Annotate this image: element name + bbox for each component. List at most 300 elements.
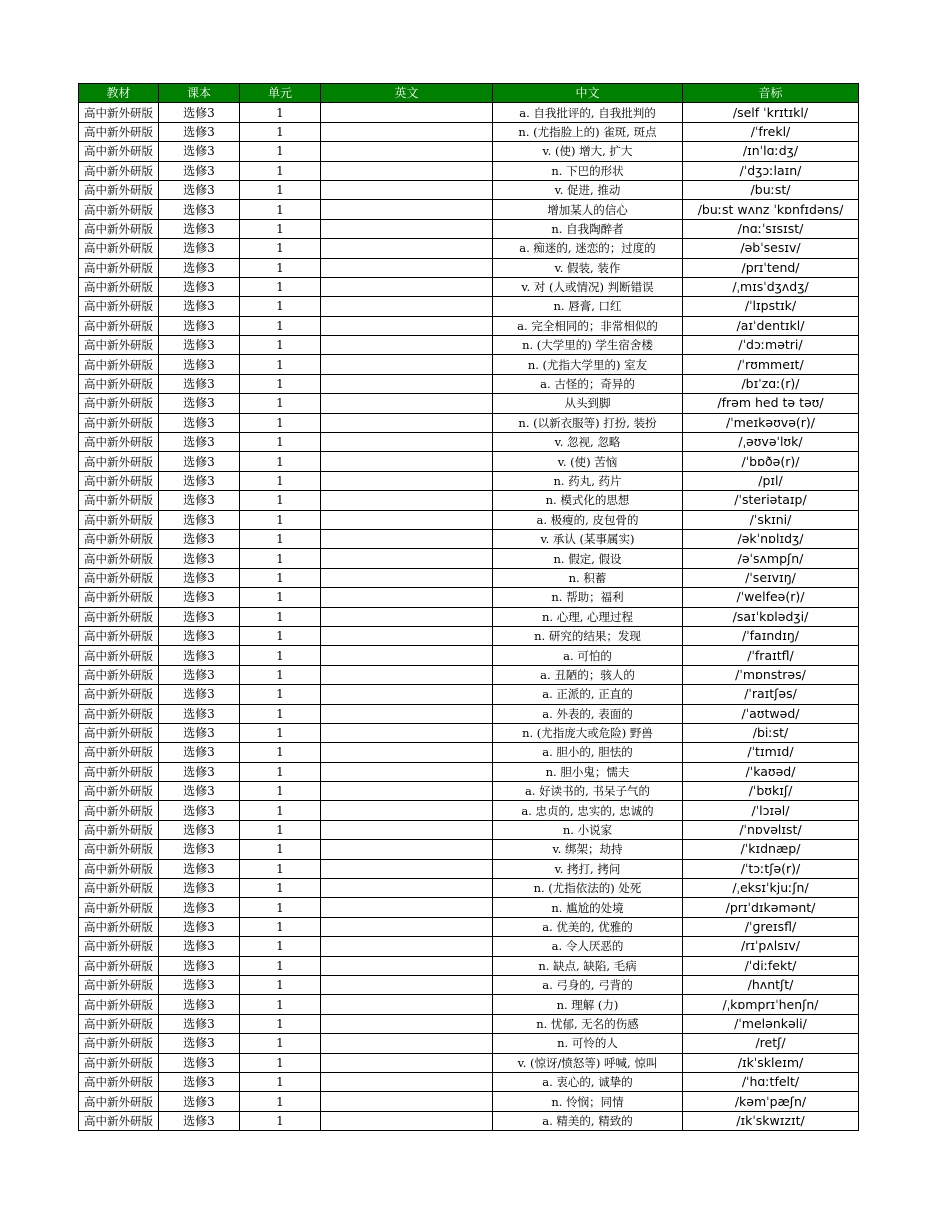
book-cell[interactable]: 选修3 — [159, 549, 240, 568]
textbook-cell[interactable]: 高中新外研版 — [79, 917, 159, 936]
phonetic-cell[interactable]: /ˈdiːfekt/ — [683, 956, 859, 975]
english-cell[interactable] — [321, 879, 493, 898]
phonetic-cell[interactable]: /ˈraɪtʃəs/ — [683, 685, 859, 704]
phonetic-cell[interactable]: /ˈlɪpstɪk/ — [683, 297, 859, 316]
chinese-cell[interactable]: a. 古怪的；奇异的 — [493, 374, 683, 393]
english-cell[interactable] — [321, 1053, 493, 1072]
unit-cell[interactable]: 1 — [240, 762, 321, 781]
unit-cell[interactable]: 1 — [240, 413, 321, 432]
unit-cell[interactable]: 1 — [240, 743, 321, 762]
phonetic-cell[interactable]: /ˌmɪsˈdʒʌdʒ/ — [683, 277, 859, 296]
chinese-cell[interactable]: a. 痴迷的, 迷恋的；过度的 — [493, 239, 683, 258]
unit-cell[interactable]: 1 — [240, 995, 321, 1014]
phonetic-cell[interactable]: /əkˈnɒlɪdʒ/ — [683, 529, 859, 548]
chinese-cell[interactable]: n. 胆小鬼；懦夫 — [493, 762, 683, 781]
chinese-cell[interactable]: n. 药丸, 药片 — [493, 471, 683, 490]
unit-cell[interactable]: 1 — [240, 374, 321, 393]
textbook-cell[interactable]: 高中新外研版 — [79, 956, 159, 975]
chinese-cell[interactable]: n. (大学里的) 学生宿舍楼 — [493, 336, 683, 355]
phonetic-cell[interactable]: /hʌntʃt/ — [683, 975, 859, 994]
unit-cell[interactable]: 1 — [240, 1034, 321, 1053]
textbook-cell[interactable]: 高中新外研版 — [79, 336, 159, 355]
book-cell[interactable]: 选修3 — [159, 937, 240, 956]
english-cell[interactable] — [321, 568, 493, 587]
chinese-cell[interactable]: a. 精美的, 精致的 — [493, 1111, 683, 1130]
english-cell[interactable] — [321, 1014, 493, 1033]
textbook-cell[interactable]: 高中新外研版 — [79, 898, 159, 917]
book-cell[interactable]: 选修3 — [159, 374, 240, 393]
phonetic-cell[interactable]: /buːst wʌnz ˈkɒnfɪdəns/ — [683, 200, 859, 219]
phonetic-cell[interactable]: /buːst/ — [683, 180, 859, 199]
english-cell[interactable] — [321, 297, 493, 316]
chinese-cell[interactable]: 增加某人的信心 — [493, 200, 683, 219]
phonetic-cell[interactable]: /prɪˈtend/ — [683, 258, 859, 277]
chinese-cell[interactable]: n. (尤指依法的) 处死 — [493, 879, 683, 898]
book-cell[interactable]: 选修3 — [159, 568, 240, 587]
unit-cell[interactable]: 1 — [240, 103, 321, 122]
english-cell[interactable] — [321, 142, 493, 161]
book-cell[interactable]: 选修3 — [159, 336, 240, 355]
unit-cell[interactable]: 1 — [240, 588, 321, 607]
english-cell[interactable] — [321, 510, 493, 529]
column-header-chinese[interactable]: 中文 — [493, 84, 683, 103]
book-cell[interactable]: 选修3 — [159, 413, 240, 432]
book-cell[interactable]: 选修3 — [159, 1034, 240, 1053]
english-cell[interactable] — [321, 413, 493, 432]
phonetic-cell[interactable]: /ˈfraɪtfl/ — [683, 646, 859, 665]
phonetic-cell[interactable]: /ˈbʊkɪʃ/ — [683, 782, 859, 801]
phonetic-cell[interactable]: /saɪˈkɒlədʒi/ — [683, 607, 859, 626]
book-cell[interactable]: 选修3 — [159, 646, 240, 665]
unit-cell[interactable]: 1 — [240, 801, 321, 820]
unit-cell[interactable]: 1 — [240, 1092, 321, 1111]
textbook-cell[interactable]: 高中新外研版 — [79, 859, 159, 878]
book-cell[interactable]: 选修3 — [159, 607, 240, 626]
unit-cell[interactable]: 1 — [240, 336, 321, 355]
phonetic-cell[interactable]: /ˈwelfeə(r)/ — [683, 588, 859, 607]
phonetic-cell[interactable]: /ˈsteriətaɪp/ — [683, 491, 859, 510]
textbook-cell[interactable]: 高中新外研版 — [79, 413, 159, 432]
unit-cell[interactable]: 1 — [240, 1111, 321, 1130]
english-cell[interactable] — [321, 898, 493, 917]
unit-cell[interactable]: 1 — [240, 840, 321, 859]
book-cell[interactable]: 选修3 — [159, 626, 240, 645]
textbook-cell[interactable]: 高中新外研版 — [79, 1092, 159, 1111]
book-cell[interactable]: 选修3 — [159, 801, 240, 820]
chinese-cell[interactable]: n. 小说家 — [493, 820, 683, 839]
textbook-cell[interactable]: 高中新外研版 — [79, 782, 159, 801]
unit-cell[interactable]: 1 — [240, 258, 321, 277]
english-cell[interactable] — [321, 491, 493, 510]
book-cell[interactable]: 选修3 — [159, 1092, 240, 1111]
chinese-cell[interactable]: v. 拷打, 拷问 — [493, 859, 683, 878]
chinese-cell[interactable]: a. 优美的, 优雅的 — [493, 917, 683, 936]
book-cell[interactable]: 选修3 — [159, 762, 240, 781]
phonetic-cell[interactable]: /ˈbɒðə(r)/ — [683, 452, 859, 471]
english-cell[interactable] — [321, 1111, 493, 1130]
phonetic-cell[interactable]: /əbˈsesɪv/ — [683, 239, 859, 258]
textbook-cell[interactable]: 高中新外研版 — [79, 277, 159, 296]
unit-cell[interactable]: 1 — [240, 355, 321, 374]
book-cell[interactable]: 选修3 — [159, 956, 240, 975]
column-header-english[interactable]: 英文 — [321, 84, 493, 103]
chinese-cell[interactable]: v. (惊讶/愤怒等) 呼喊, 惊叫 — [493, 1053, 683, 1072]
textbook-cell[interactable]: 高中新外研版 — [79, 529, 159, 548]
phonetic-cell[interactable]: /pɪl/ — [683, 471, 859, 490]
book-cell[interactable]: 选修3 — [159, 588, 240, 607]
textbook-cell[interactable]: 高中新外研版 — [79, 471, 159, 490]
textbook-cell[interactable]: 高中新外研版 — [79, 142, 159, 161]
english-cell[interactable] — [321, 626, 493, 645]
textbook-cell[interactable]: 高中新外研版 — [79, 879, 159, 898]
chinese-cell[interactable]: a. 自我批评的, 自我批判的 — [493, 103, 683, 122]
english-cell[interactable] — [321, 820, 493, 839]
chinese-cell[interactable]: v. 绑架；劫持 — [493, 840, 683, 859]
textbook-cell[interactable]: 高中新外研版 — [79, 762, 159, 781]
chinese-cell[interactable]: n. 积蓄 — [493, 568, 683, 587]
unit-cell[interactable]: 1 — [240, 142, 321, 161]
book-cell[interactable]: 选修3 — [159, 898, 240, 917]
english-cell[interactable] — [321, 762, 493, 781]
book-cell[interactable]: 选修3 — [159, 180, 240, 199]
textbook-cell[interactable]: 高中新外研版 — [79, 646, 159, 665]
unit-cell[interactable]: 1 — [240, 723, 321, 742]
english-cell[interactable] — [321, 607, 493, 626]
unit-cell[interactable]: 1 — [240, 200, 321, 219]
phonetic-cell[interactable]: /əˈsʌmpʃn/ — [683, 549, 859, 568]
english-cell[interactable] — [321, 782, 493, 801]
english-cell[interactable] — [321, 995, 493, 1014]
book-cell[interactable]: 选修3 — [159, 995, 240, 1014]
unit-cell[interactable]: 1 — [240, 937, 321, 956]
unit-cell[interactable]: 1 — [240, 956, 321, 975]
textbook-cell[interactable]: 高中新外研版 — [79, 607, 159, 626]
english-cell[interactable] — [321, 219, 493, 238]
english-cell[interactable] — [321, 704, 493, 723]
textbook-cell[interactable]: 高中新外研版 — [79, 1034, 159, 1053]
textbook-cell[interactable]: 高中新外研版 — [79, 937, 159, 956]
textbook-cell[interactable]: 高中新外研版 — [79, 665, 159, 684]
chinese-cell[interactable]: n. 自我陶醉者 — [493, 219, 683, 238]
unit-cell[interactable]: 1 — [240, 1053, 321, 1072]
textbook-cell[interactable]: 高中新外研版 — [79, 316, 159, 335]
unit-cell[interactable]: 1 — [240, 471, 321, 490]
phonetic-cell[interactable]: /biːst/ — [683, 723, 859, 742]
english-cell[interactable] — [321, 355, 493, 374]
column-header-book[interactable]: 课本 — [159, 84, 240, 103]
textbook-cell[interactable]: 高中新外研版 — [79, 452, 159, 471]
textbook-cell[interactable]: 高中新外研版 — [79, 995, 159, 1014]
english-cell[interactable] — [321, 685, 493, 704]
english-cell[interactable] — [321, 277, 493, 296]
chinese-cell[interactable]: a. 外表的, 表面的 — [493, 704, 683, 723]
textbook-cell[interactable]: 高中新外研版 — [79, 510, 159, 529]
textbook-cell[interactable]: 高中新外研版 — [79, 1014, 159, 1033]
book-cell[interactable]: 选修3 — [159, 685, 240, 704]
phonetic-cell[interactable]: /prɪˈdɪkəmənt/ — [683, 898, 859, 917]
unit-cell[interactable]: 1 — [240, 549, 321, 568]
english-cell[interactable] — [321, 316, 493, 335]
english-cell[interactable] — [321, 859, 493, 878]
chinese-cell[interactable]: n. 帮助；福利 — [493, 588, 683, 607]
book-cell[interactable]: 选修3 — [159, 820, 240, 839]
chinese-cell[interactable]: n. 唇膏, 口红 — [493, 297, 683, 316]
phonetic-cell[interactable]: /ˈdʒɔːlaɪn/ — [683, 161, 859, 180]
phonetic-cell[interactable]: /ˈaʊtwəd/ — [683, 704, 859, 723]
chinese-cell[interactable]: n. 研究的结果；发现 — [493, 626, 683, 645]
textbook-cell[interactable]: 高中新外研版 — [79, 103, 159, 122]
chinese-cell[interactable]: v. 促进, 推动 — [493, 180, 683, 199]
unit-cell[interactable]: 1 — [240, 277, 321, 296]
chinese-cell[interactable]: n. 怜悯；同情 — [493, 1092, 683, 1111]
textbook-cell[interactable]: 高中新外研版 — [79, 200, 159, 219]
chinese-cell[interactable]: a. 忠贞的, 忠实的, 忠诚的 — [493, 801, 683, 820]
english-cell[interactable] — [321, 1072, 493, 1091]
english-cell[interactable] — [321, 529, 493, 548]
textbook-cell[interactable]: 高中新外研版 — [79, 1111, 159, 1130]
chinese-cell[interactable]: v. (使) 苦恼 — [493, 452, 683, 471]
unit-cell[interactable]: 1 — [240, 646, 321, 665]
book-cell[interactable]: 选修3 — [159, 704, 240, 723]
english-cell[interactable] — [321, 665, 493, 684]
phonetic-cell[interactable]: /ˈhɑːtfelt/ — [683, 1072, 859, 1091]
phonetic-cell[interactable]: /ˈtɔːtʃə(r)/ — [683, 859, 859, 878]
phonetic-cell[interactable]: /ɪnˈlɑːdʒ/ — [683, 142, 859, 161]
chinese-cell[interactable]: a. 完全相同的；非常相似的 — [493, 316, 683, 335]
book-cell[interactable]: 选修3 — [159, 917, 240, 936]
textbook-cell[interactable]: 高中新外研版 — [79, 433, 159, 452]
chinese-cell[interactable]: v. 承认 (某事属实) — [493, 529, 683, 548]
chinese-cell[interactable]: n. 理解 (力) — [493, 995, 683, 1014]
english-cell[interactable] — [321, 200, 493, 219]
phonetic-cell[interactable]: /ˈfaɪndɪŋ/ — [683, 626, 859, 645]
chinese-cell[interactable]: n. 可怜的人 — [493, 1034, 683, 1053]
unit-cell[interactable]: 1 — [240, 1014, 321, 1033]
book-cell[interactable]: 选修3 — [159, 471, 240, 490]
book-cell[interactable]: 选修3 — [159, 840, 240, 859]
book-cell[interactable]: 选修3 — [159, 723, 240, 742]
textbook-cell[interactable]: 高中新外研版 — [79, 549, 159, 568]
english-cell[interactable] — [321, 103, 493, 122]
chinese-cell[interactable]: a. 胆小的, 胆怯的 — [493, 743, 683, 762]
book-cell[interactable]: 选修3 — [159, 161, 240, 180]
phonetic-cell[interactable]: /ˈmelənkəli/ — [683, 1014, 859, 1033]
english-cell[interactable] — [321, 433, 493, 452]
chinese-cell[interactable]: n. 心理, 心理过程 — [493, 607, 683, 626]
english-cell[interactable] — [321, 743, 493, 762]
chinese-cell[interactable]: n. 尴尬的处境 — [493, 898, 683, 917]
book-cell[interactable]: 选修3 — [159, 1014, 240, 1033]
unit-cell[interactable]: 1 — [240, 297, 321, 316]
english-cell[interactable] — [321, 239, 493, 258]
chinese-cell[interactable]: a. 可怕的 — [493, 646, 683, 665]
textbook-cell[interactable]: 高中新外研版 — [79, 394, 159, 413]
book-cell[interactable]: 选修3 — [159, 200, 240, 219]
unit-cell[interactable]: 1 — [240, 607, 321, 626]
textbook-cell[interactable]: 高中新外研版 — [79, 219, 159, 238]
book-cell[interactable]: 选修3 — [159, 355, 240, 374]
unit-cell[interactable]: 1 — [240, 879, 321, 898]
textbook-cell[interactable]: 高中新外研版 — [79, 568, 159, 587]
phonetic-cell[interactable]: /ˌkɒmprɪˈhenʃn/ — [683, 995, 859, 1014]
book-cell[interactable]: 选修3 — [159, 258, 240, 277]
chinese-cell[interactable]: v. 对 (人或情况) 判断错误 — [493, 277, 683, 296]
phonetic-cell[interactable]: /self ˈkrɪtɪkl/ — [683, 103, 859, 122]
phonetic-cell[interactable]: /frəm hed tə təʊ/ — [683, 394, 859, 413]
column-header-phonetic[interactable]: 音标 — [683, 84, 859, 103]
english-cell[interactable] — [321, 1034, 493, 1053]
phonetic-cell[interactable]: /ˌeksɪˈkjuːʃn/ — [683, 879, 859, 898]
textbook-cell[interactable]: 高中新外研版 — [79, 297, 159, 316]
unit-cell[interactable]: 1 — [240, 665, 321, 684]
chinese-cell[interactable]: n. 缺点, 缺陷, 毛病 — [493, 956, 683, 975]
book-cell[interactable]: 选修3 — [159, 743, 240, 762]
english-cell[interactable] — [321, 956, 493, 975]
book-cell[interactable]: 选修3 — [159, 277, 240, 296]
chinese-cell[interactable]: n. (尤指庞大或危险) 野兽 — [493, 723, 683, 742]
unit-cell[interactable]: 1 — [240, 704, 321, 723]
english-cell[interactable] — [321, 549, 493, 568]
chinese-cell[interactable]: v. 忽视, 忽略 — [493, 433, 683, 452]
chinese-cell[interactable]: n. 忧郁, 无名的伤感 — [493, 1014, 683, 1033]
english-cell[interactable] — [321, 723, 493, 742]
english-cell[interactable] — [321, 258, 493, 277]
phonetic-cell[interactable]: /ˈmɒnstrəs/ — [683, 665, 859, 684]
book-cell[interactable]: 选修3 — [159, 1111, 240, 1130]
textbook-cell[interactable]: 高中新外研版 — [79, 685, 159, 704]
book-cell[interactable]: 选修3 — [159, 665, 240, 684]
unit-cell[interactable]: 1 — [240, 568, 321, 587]
book-cell[interactable]: 选修3 — [159, 1053, 240, 1072]
english-cell[interactable] — [321, 122, 493, 141]
chinese-cell[interactable]: n. 模式化的思想 — [493, 491, 683, 510]
textbook-cell[interactable]: 高中新外研版 — [79, 122, 159, 141]
book-cell[interactable]: 选修3 — [159, 433, 240, 452]
chinese-cell[interactable]: 从头到脚 — [493, 394, 683, 413]
book-cell[interactable]: 选修3 — [159, 122, 240, 141]
unit-cell[interactable]: 1 — [240, 529, 321, 548]
english-cell[interactable] — [321, 180, 493, 199]
textbook-cell[interactable]: 高中新外研版 — [79, 258, 159, 277]
book-cell[interactable]: 选修3 — [159, 879, 240, 898]
textbook-cell[interactable]: 高中新外研版 — [79, 161, 159, 180]
english-cell[interactable] — [321, 975, 493, 994]
book-cell[interactable]: 选修3 — [159, 529, 240, 548]
textbook-cell[interactable]: 高中新外研版 — [79, 743, 159, 762]
phonetic-cell[interactable]: /ˈnɒvəlɪst/ — [683, 820, 859, 839]
phonetic-cell[interactable]: /ˈmeɪkəʊvə(r)/ — [683, 413, 859, 432]
textbook-cell[interactable]: 高中新外研版 — [79, 588, 159, 607]
phonetic-cell[interactable]: /rɪˈpʌlsɪv/ — [683, 937, 859, 956]
book-cell[interactable]: 选修3 — [159, 394, 240, 413]
phonetic-cell[interactable]: /kəmˈpæʃn/ — [683, 1092, 859, 1111]
unit-cell[interactable]: 1 — [240, 898, 321, 917]
chinese-cell[interactable]: a. 衷心的, 诚挚的 — [493, 1072, 683, 1091]
chinese-cell[interactable]: a. 弓身的, 弓背的 — [493, 975, 683, 994]
chinese-cell[interactable]: a. 极瘦的, 皮包骨的 — [493, 510, 683, 529]
phonetic-cell[interactable]: /ˈtɪmɪd/ — [683, 743, 859, 762]
chinese-cell[interactable]: a. 好读书的, 书呆子气的 — [493, 782, 683, 801]
phonetic-cell[interactable]: /ɪkˈskleɪm/ — [683, 1053, 859, 1072]
phonetic-cell[interactable]: /ˈɡreɪsfl/ — [683, 917, 859, 936]
english-cell[interactable] — [321, 471, 493, 490]
english-cell[interactable] — [321, 374, 493, 393]
phonetic-cell[interactable]: /nɑːˈsɪsɪst/ — [683, 219, 859, 238]
english-cell[interactable] — [321, 840, 493, 859]
chinese-cell[interactable]: a. 丑陋的；骇人的 — [493, 665, 683, 684]
book-cell[interactable]: 选修3 — [159, 316, 240, 335]
phonetic-cell[interactable]: /ˈkɪdnæp/ — [683, 840, 859, 859]
book-cell[interactable]: 选修3 — [159, 452, 240, 471]
textbook-cell[interactable]: 高中新外研版 — [79, 801, 159, 820]
book-cell[interactable]: 选修3 — [159, 859, 240, 878]
english-cell[interactable] — [321, 917, 493, 936]
phonetic-cell[interactable]: /ˈseɪvɪŋ/ — [683, 568, 859, 587]
book-cell[interactable]: 选修3 — [159, 510, 240, 529]
unit-cell[interactable]: 1 — [240, 820, 321, 839]
book-cell[interactable]: 选修3 — [159, 1072, 240, 1091]
phonetic-cell[interactable]: /ˈlɔɪəl/ — [683, 801, 859, 820]
phonetic-cell[interactable]: /ɪkˈskwɪzɪt/ — [683, 1111, 859, 1130]
textbook-cell[interactable]: 高中新外研版 — [79, 1072, 159, 1091]
book-cell[interactable]: 选修3 — [159, 491, 240, 510]
book-cell[interactable]: 选修3 — [159, 975, 240, 994]
textbook-cell[interactable]: 高中新外研版 — [79, 1053, 159, 1072]
english-cell[interactable] — [321, 801, 493, 820]
chinese-cell[interactable]: n. (以新衣服等) 打扮, 装扮 — [493, 413, 683, 432]
phonetic-cell[interactable]: /ˌəʊvəˈlʊk/ — [683, 433, 859, 452]
book-cell[interactable]: 选修3 — [159, 239, 240, 258]
unit-cell[interactable]: 1 — [240, 1072, 321, 1091]
unit-cell[interactable]: 1 — [240, 394, 321, 413]
unit-cell[interactable]: 1 — [240, 510, 321, 529]
chinese-cell[interactable]: a. 正派的, 正直的 — [493, 685, 683, 704]
chinese-cell[interactable]: n. 下巴的形状 — [493, 161, 683, 180]
chinese-cell[interactable]: n. 假定, 假设 — [493, 549, 683, 568]
textbook-cell[interactable]: 高中新外研版 — [79, 180, 159, 199]
textbook-cell[interactable]: 高中新外研版 — [79, 239, 159, 258]
unit-cell[interactable]: 1 — [240, 180, 321, 199]
column-header-unit[interactable]: 单元 — [240, 84, 321, 103]
phonetic-cell[interactable]: /aɪˈdentɪkl/ — [683, 316, 859, 335]
textbook-cell[interactable]: 高中新外研版 — [79, 704, 159, 723]
unit-cell[interactable]: 1 — [240, 685, 321, 704]
textbook-cell[interactable]: 高中新外研版 — [79, 374, 159, 393]
unit-cell[interactable]: 1 — [240, 122, 321, 141]
english-cell[interactable] — [321, 452, 493, 471]
unit-cell[interactable]: 1 — [240, 219, 321, 238]
book-cell[interactable]: 选修3 — [159, 297, 240, 316]
book-cell[interactable]: 选修3 — [159, 103, 240, 122]
phonetic-cell[interactable]: /ˈskɪni/ — [683, 510, 859, 529]
english-cell[interactable] — [321, 1092, 493, 1111]
unit-cell[interactable]: 1 — [240, 491, 321, 510]
chinese-cell[interactable]: n. (尤指大学里的) 室友 — [493, 355, 683, 374]
english-cell[interactable] — [321, 646, 493, 665]
unit-cell[interactable]: 1 — [240, 859, 321, 878]
textbook-cell[interactable]: 高中新外研版 — [79, 820, 159, 839]
english-cell[interactable] — [321, 394, 493, 413]
phonetic-cell[interactable]: /retʃ/ — [683, 1034, 859, 1053]
phonetic-cell[interactable]: /ˈkaʊəd/ — [683, 762, 859, 781]
phonetic-cell[interactable]: /ˈrʊmmeɪt/ — [683, 355, 859, 374]
textbook-cell[interactable]: 高中新外研版 — [79, 355, 159, 374]
book-cell[interactable]: 选修3 — [159, 142, 240, 161]
unit-cell[interactable]: 1 — [240, 433, 321, 452]
phonetic-cell[interactable]: /ˈdɔːmətri/ — [683, 336, 859, 355]
unit-cell[interactable]: 1 — [240, 452, 321, 471]
book-cell[interactable]: 选修3 — [159, 219, 240, 238]
